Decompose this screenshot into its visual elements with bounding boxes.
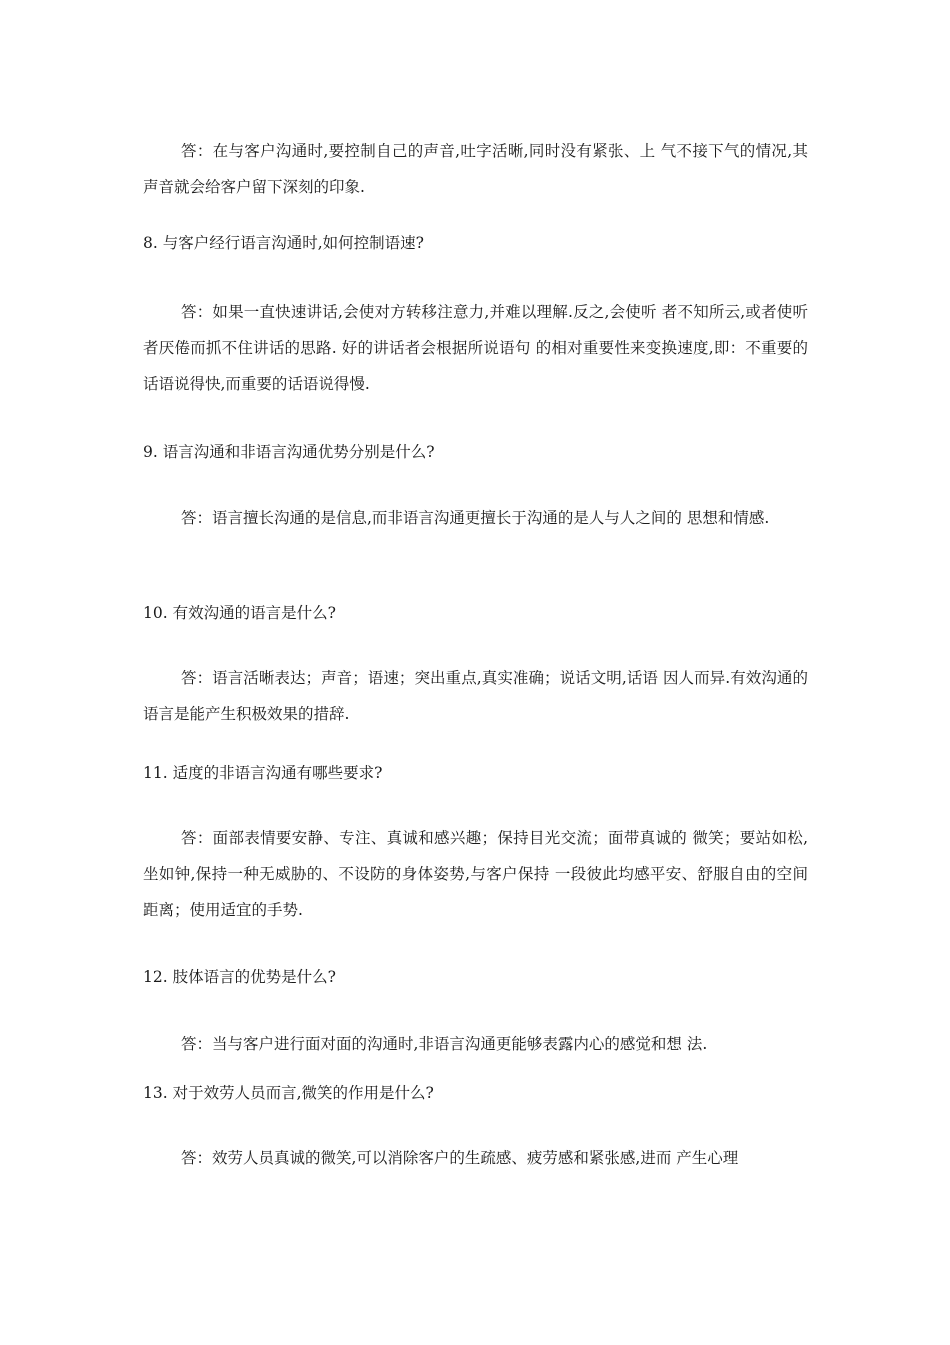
answer-paragraph: 答：面部表情要安静、专注、真诚和感兴趣；保持目光交流；面带真诚的 微笑；要站如松,坐如钟,保持一种无威胁的、不设防的身体姿势,与客户保持 一段彼此均感平安、舒服自由的空间距离；使用适宜的手势. (143, 829, 808, 919)
question-heading: 13. 对于效劳人员而言,微笑的作用是什么? (143, 1084, 434, 1102)
question-heading: 8. 与客户经行语言沟通时,如何控制语速? (143, 234, 424, 252)
question-heading: 12. 肢体语言的优势是什么? (143, 968, 336, 986)
answer-paragraph: 答：如果一直快速讲话,会使对方转移注意力,并难以理解.反之,会使听 者不知所云,或者使听者厌倦而抓不住讲话的思路. 好的讲话者会根据所说语句 的相对重要性来变换速度,即：不重要的话语说得快,而重要的话语说得慢. (143, 303, 808, 393)
question-heading: 11. 适度的非语言沟通有哪些要求? (143, 764, 383, 782)
answer-paragraph: 答：在与客户沟通时,要控制自己的声音,吐字活晰,同时没有紧张、上 气不接下气的情况,其声音就会给客户留下深刻的印象. (143, 142, 808, 196)
question-heading: 10. 有效沟通的语言是什么? (143, 604, 336, 622)
answer-paragraph: 答：效劳人员真诚的微笑,可以消除客户的生疏感、疲劳感和紧张感,进而 产生心理 (181, 1149, 739, 1167)
answer-paragraph: 答：当与客户进行面对面的沟通时,非语言沟通更能够表露内心的感觉和想 法. (181, 1035, 708, 1053)
answer-paragraph: 答：语言擅长沟通的是信息,而非语言沟通更擅长于沟通的是人与人之间的 思想和情感. (181, 509, 770, 527)
answer-paragraph: 答：语言活晰表达；声音；语速；突出重点,真实准确；说话文明,话语 因人而异.有效沟通的语言是能产生积极效果的措辞. (143, 669, 808, 723)
question-heading: 9. 语言沟通和非语言沟通优势分别是什么? (143, 443, 435, 461)
